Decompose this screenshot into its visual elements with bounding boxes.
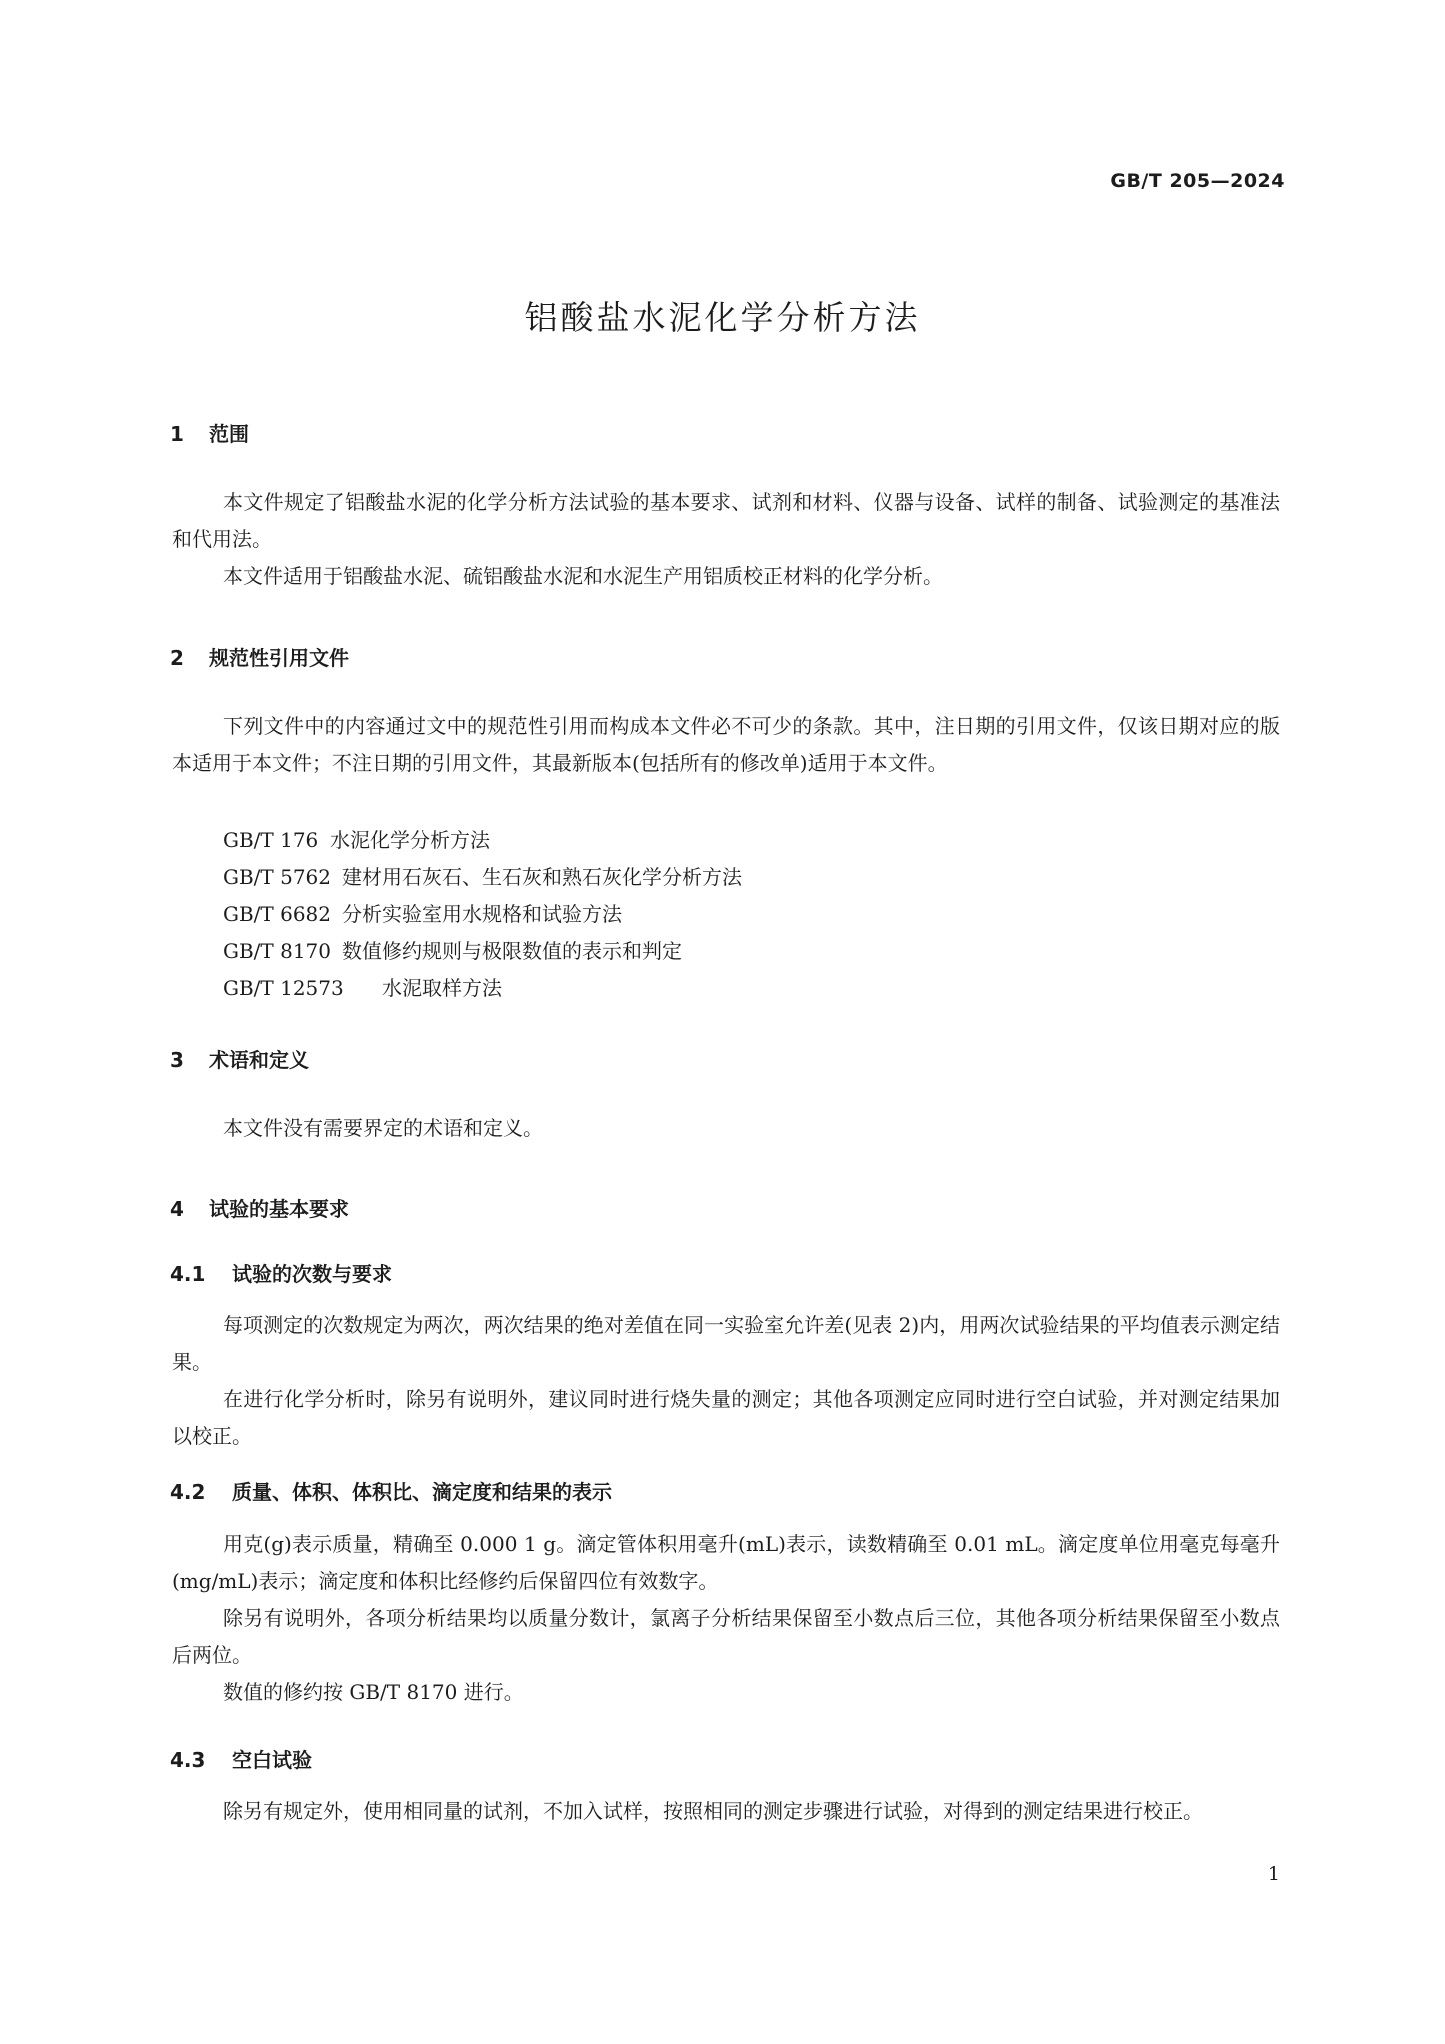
- subsection-4-1-paragraph-1: 每项测定的次数规定为两次，两次结果的绝对差值在同一实验室允许差(见表 2)内，用两次试验结果的平均值表示测定结果。: [172, 1313, 1280, 1374]
- reference-code: GB/T 8170: [223, 939, 332, 963]
- section-number: 3: [170, 1048, 184, 1072]
- section-number: 2: [170, 646, 184, 670]
- section-1-heading: [170, 418, 249, 447]
- standard-code: GB/T 205—2024: [1110, 170, 1285, 192]
- subsection-4-3-paragraph-1: 除另有规定外，使用相同量的试剂，不加入试样，按照相同的测定步骤进行试验，对得到的测定结果进行校正。: [223, 1799, 1203, 1823]
- section-title: 术语和定义: [209, 1048, 309, 1072]
- reference-title: 分析实验室用水规格和试验方法: [342, 902, 622, 926]
- section-4-heading: [170, 1193, 349, 1222]
- section-number: 4: [170, 1197, 184, 1221]
- reference-item: [223, 824, 490, 853]
- section-1-paragraph-1: 本文件规定了铝酸盐水泥的化学分析方法试验的基本要求、试剂和材料、仪器与设备、试样的制备、试验测定的基准法和代用法。: [172, 490, 1280, 551]
- page-number: 1: [1267, 1863, 1280, 1885]
- reference-title: 水泥取样方法: [382, 976, 502, 1000]
- reference-item: [223, 972, 502, 1001]
- section-2-paragraph-1: 下列文件中的内容通过文中的规范性引用而构成本文件必不可少的条款。其中，注日期的引用文件，仅该日期对应的版本适用于本文件；不注日期的引用文件，其最新版本(包括所有的修改单)适用于本文件。: [172, 714, 1280, 775]
- section-title: 规范性引用文件: [209, 646, 349, 670]
- subsection-4-2-heading: [170, 1476, 612, 1505]
- subsection-4-1-paragraph-2: 在进行化学分析时，除另有说明外，建议同时进行烧失量的测定；其他各项测定应同时进行空白试验，并对测定结果加以校正。: [172, 1387, 1280, 1448]
- reference-item: [223, 898, 622, 927]
- subsection-title: 质量、体积、体积比、滴定度和结果的表示: [232, 1480, 612, 1504]
- section-3-paragraph-1: 本文件没有需要界定的术语和定义。: [223, 1116, 543, 1140]
- reference-code: GB/T 12573: [223, 976, 344, 1000]
- subsection-number: 4.3: [170, 1748, 206, 1772]
- subsection-4-3-heading: [170, 1744, 312, 1773]
- section-1-paragraph-2: 本文件适用于铝酸盐水泥、硫铝酸盐水泥和水泥生产用铝质校正材料的化学分析。: [223, 564, 943, 588]
- section-3-heading: [170, 1044, 309, 1073]
- section-title: 试验的基本要求: [209, 1197, 349, 1221]
- subsection-title: 试验的次数与要求: [232, 1262, 392, 1286]
- reference-item: [223, 935, 682, 964]
- reference-code: GB/T 6682: [223, 902, 332, 926]
- subsection-title: 空白试验: [232, 1748, 312, 1772]
- section-2-heading: [170, 642, 349, 671]
- subsection-4-2-paragraph-3: 数值的修约按 GB/T 8170 进行。: [223, 1680, 524, 1704]
- reference-title: 数值修约规则与极限数值的表示和判定: [342, 939, 682, 963]
- section-title: 范围: [209, 422, 249, 446]
- subsection-4-2-paragraph-2: 除另有说明外，各项分析结果均以质量分数计，氯离子分析结果保留至小数点后三位，其他各项分析结果保留至小数点后两位。: [172, 1606, 1280, 1667]
- document-title: 铝酸盐水泥化学分析方法: [524, 298, 921, 337]
- reference-title: 建材用石灰石、生石灰和熟石灰化学分析方法: [342, 865, 742, 889]
- section-number: 1: [170, 422, 184, 446]
- subsection-number: 4.1: [170, 1262, 206, 1286]
- reference-item: [223, 861, 742, 890]
- subsection-4-2-paragraph-1: 用克(g)表示质量，精确至 0.000 1 g。滴定管体积用毫升(mL)表示，读数精确至 0.01 mL。滴定度单位用毫克每毫升(mg/mL)表示；滴定度和体积比经修约后保留四位有效数字。: [172, 1532, 1280, 1593]
- subsection-number: 4.2: [170, 1480, 206, 1504]
- reference-code: GB/T 5762: [223, 865, 332, 889]
- reference-title: 水泥化学分析方法: [330, 828, 490, 852]
- reference-code: GB/T 176: [223, 828, 319, 852]
- subsection-4-1-heading: [170, 1258, 392, 1287]
